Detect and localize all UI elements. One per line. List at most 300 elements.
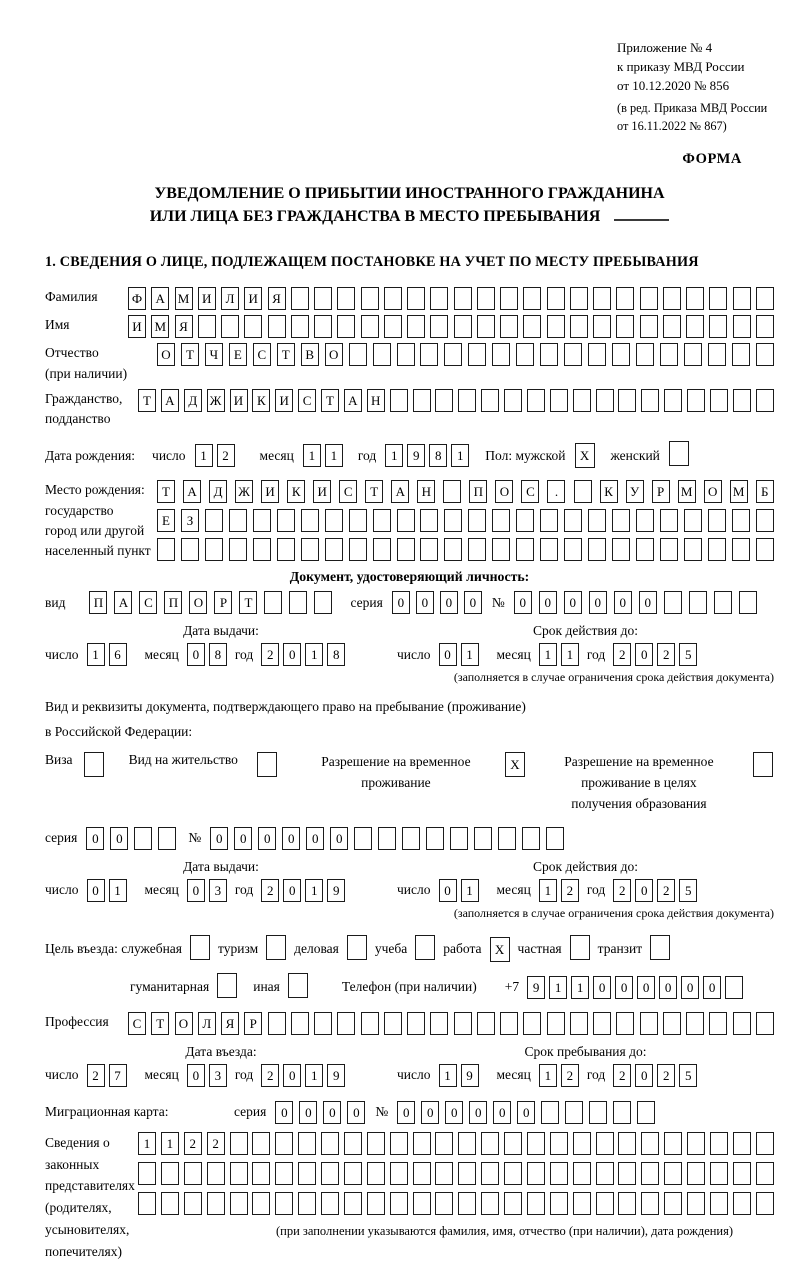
char-cell[interactable]: 1 [561, 643, 579, 666]
char-cell[interactable] [397, 538, 415, 561]
checkbox-cell[interactable] [288, 973, 308, 998]
char-cell[interactable] [588, 538, 606, 561]
char-cell[interactable]: 0 [86, 827, 104, 850]
char-cell[interactable]: О [704, 480, 722, 503]
char-cell[interactable]: 0 [517, 1101, 535, 1124]
char-cell[interactable]: 1 [305, 643, 323, 666]
char-cell[interactable]: И [313, 480, 331, 503]
char-cell[interactable]: 8 [327, 643, 345, 666]
char-cell[interactable]: 2 [207, 1132, 225, 1155]
char-cell[interactable]: 0 [615, 976, 633, 999]
char-cell[interactable] [229, 538, 247, 561]
char-cell[interactable]: 0 [283, 879, 301, 902]
char-cell[interactable]: 1 [305, 1064, 323, 1087]
char-cell[interactable]: И [261, 480, 279, 503]
char-cell[interactable]: 5 [679, 643, 697, 666]
char-cell[interactable]: Т [321, 389, 339, 412]
char-cell[interactable] [138, 1162, 156, 1185]
char-cell[interactable] [733, 287, 751, 310]
char-cell[interactable] [158, 827, 176, 850]
char-cell[interactable] [687, 1132, 705, 1155]
char-cell[interactable] [612, 538, 630, 561]
char-cell[interactable]: С [253, 343, 271, 366]
char-cell[interactable]: 2 [217, 444, 235, 467]
char-cell[interactable] [756, 1162, 774, 1185]
char-cell[interactable] [407, 315, 425, 338]
char-cell[interactable]: 1 [571, 976, 589, 999]
char-cell[interactable] [687, 389, 705, 412]
char-cell[interactable]: Т [151, 1012, 169, 1035]
checkbox-cell[interactable]: X [490, 937, 510, 962]
char-cell[interactable] [573, 1192, 591, 1215]
char-cell[interactable]: М [678, 480, 696, 503]
char-cell[interactable] [504, 1162, 522, 1185]
char-cell[interactable]: Т [157, 480, 175, 503]
char-cell[interactable] [636, 343, 654, 366]
checkbox-cell[interactable] [570, 935, 590, 960]
char-cell[interactable]: И [275, 389, 293, 412]
char-cell[interactable]: Н [417, 480, 435, 503]
char-cell[interactable]: И [198, 287, 216, 310]
char-cell[interactable]: И [244, 287, 262, 310]
char-cell[interactable]: 1 [195, 444, 213, 467]
char-cell[interactable] [481, 1132, 499, 1155]
char-cell[interactable]: 1 [325, 444, 343, 467]
char-cell[interactable] [407, 287, 425, 310]
char-cell[interactable] [268, 315, 286, 338]
char-cell[interactable]: 1 [303, 444, 321, 467]
char-cell[interactable]: Е [229, 343, 247, 366]
char-cell[interactable] [618, 1192, 636, 1215]
char-cell[interactable]: 0 [464, 591, 482, 614]
char-cell[interactable] [321, 1132, 339, 1155]
char-cell[interactable] [291, 1012, 309, 1035]
char-cell[interactable]: 0 [539, 591, 557, 614]
char-cell[interactable]: 1 [439, 1064, 457, 1087]
char-cell[interactable] [430, 315, 448, 338]
char-cell[interactable] [373, 343, 391, 366]
char-cell[interactable] [361, 315, 379, 338]
char-cell[interactable]: Ч [205, 343, 223, 366]
char-cell[interactable]: 0 [275, 1101, 293, 1124]
char-cell[interactable]: Т [181, 343, 199, 366]
char-cell[interactable] [504, 1132, 522, 1155]
char-cell[interactable] [687, 1192, 705, 1215]
char-cell[interactable] [291, 287, 309, 310]
char-cell[interactable] [550, 389, 568, 412]
char-cell[interactable] [444, 343, 462, 366]
char-cell[interactable] [344, 1162, 362, 1185]
char-cell[interactable]: 0 [514, 591, 532, 614]
char-cell[interactable]: 0 [439, 643, 457, 666]
char-cell[interactable] [540, 343, 558, 366]
char-cell[interactable]: М [151, 315, 169, 338]
char-cell[interactable] [230, 1132, 248, 1155]
char-cell[interactable] [573, 1162, 591, 1185]
char-cell[interactable] [207, 1162, 225, 1185]
char-cell[interactable] [660, 343, 678, 366]
char-cell[interactable] [689, 591, 707, 614]
char-cell[interactable] [664, 591, 682, 614]
char-cell[interactable] [637, 1101, 655, 1124]
char-cell[interactable] [253, 509, 271, 532]
char-cell[interactable] [686, 1012, 704, 1035]
char-cell[interactable]: 0 [493, 1101, 511, 1124]
char-cell[interactable] [523, 287, 541, 310]
char-cell[interactable] [253, 538, 271, 561]
char-cell[interactable]: О [495, 480, 513, 503]
char-cell[interactable] [277, 509, 295, 532]
char-cell[interactable]: З [181, 509, 199, 532]
char-cell[interactable] [636, 509, 654, 532]
char-cell[interactable] [588, 343, 606, 366]
char-cell[interactable] [547, 315, 565, 338]
char-cell[interactable] [732, 343, 750, 366]
char-cell[interactable]: 0 [614, 591, 632, 614]
char-cell[interactable] [230, 1162, 248, 1185]
char-cell[interactable]: 0 [440, 591, 458, 614]
checkbox-cell[interactable] [347, 935, 367, 960]
char-cell[interactable]: М [175, 287, 193, 310]
char-cell[interactable] [733, 1192, 751, 1215]
char-cell[interactable]: М [730, 480, 748, 503]
char-cell[interactable] [205, 509, 223, 532]
char-cell[interactable] [349, 509, 367, 532]
char-cell[interactable] [390, 1192, 408, 1215]
char-cell[interactable] [384, 1012, 402, 1035]
char-cell[interactable]: 0 [187, 879, 205, 902]
char-cell[interactable]: 3 [209, 879, 227, 902]
char-cell[interactable]: 2 [261, 879, 279, 902]
char-cell[interactable] [504, 1192, 522, 1215]
char-cell[interactable]: С [139, 591, 157, 614]
char-cell[interactable] [527, 1192, 545, 1215]
char-cell[interactable] [550, 1162, 568, 1185]
char-cell[interactable]: Р [214, 591, 232, 614]
char-cell[interactable] [541, 1101, 559, 1124]
char-cell[interactable] [367, 1132, 385, 1155]
char-cell[interactable] [663, 315, 681, 338]
char-cell[interactable] [527, 1132, 545, 1155]
char-cell[interactable] [390, 1132, 408, 1155]
char-cell[interactable]: И [128, 315, 146, 338]
char-cell[interactable] [564, 509, 582, 532]
char-cell[interactable] [756, 1012, 774, 1035]
char-cell[interactable]: 2 [657, 1064, 675, 1087]
char-cell[interactable] [481, 1192, 499, 1215]
char-cell[interactable]: 0 [210, 827, 228, 850]
char-cell[interactable] [492, 538, 510, 561]
char-cell[interactable] [640, 1012, 658, 1035]
char-cell[interactable]: 1 [109, 879, 127, 902]
char-cell[interactable] [732, 538, 750, 561]
char-cell[interactable] [361, 1012, 379, 1035]
char-cell[interactable] [354, 827, 372, 850]
char-cell[interactable] [589, 1101, 607, 1124]
char-cell[interactable] [708, 509, 726, 532]
char-cell[interactable] [684, 509, 702, 532]
char-cell[interactable] [516, 343, 534, 366]
char-cell[interactable] [550, 1192, 568, 1215]
char-cell[interactable]: В [301, 343, 319, 366]
char-cell[interactable]: 0 [392, 591, 410, 614]
char-cell[interactable] [573, 389, 591, 412]
char-cell[interactable]: К [600, 480, 618, 503]
char-cell[interactable]: С [298, 389, 316, 412]
char-cell[interactable] [314, 287, 332, 310]
char-cell[interactable] [430, 1012, 448, 1035]
char-cell[interactable] [252, 1192, 270, 1215]
char-cell[interactable] [708, 538, 726, 561]
char-cell[interactable]: Я [221, 1012, 239, 1035]
char-cell[interactable] [252, 1162, 270, 1185]
checkbox-cell[interactable] [669, 441, 689, 466]
char-cell[interactable] [733, 1162, 751, 1185]
char-cell[interactable]: 1 [539, 879, 557, 902]
char-cell[interactable] [373, 538, 391, 561]
char-cell[interactable]: Е [157, 509, 175, 532]
char-cell[interactable] [420, 343, 438, 366]
char-cell[interactable]: 2 [613, 879, 631, 902]
checkbox-cell[interactable] [190, 935, 210, 960]
char-cell[interactable] [613, 1101, 631, 1124]
char-cell[interactable] [325, 538, 343, 561]
char-cell[interactable]: Р [244, 1012, 262, 1035]
char-cell[interactable]: 1 [539, 1064, 557, 1087]
char-cell[interactable] [756, 509, 774, 532]
char-cell[interactable] [298, 1192, 316, 1215]
char-cell[interactable]: 0 [330, 827, 348, 850]
char-cell[interactable]: 1 [451, 444, 469, 467]
char-cell[interactable]: К [287, 480, 305, 503]
char-cell[interactable] [756, 1192, 774, 1215]
char-cell[interactable] [321, 1162, 339, 1185]
char-cell[interactable] [710, 1162, 728, 1185]
char-cell[interactable] [468, 538, 486, 561]
char-cell[interactable] [474, 827, 492, 850]
char-cell[interactable] [664, 389, 682, 412]
char-cell[interactable] [384, 287, 402, 310]
char-cell[interactable] [756, 538, 774, 561]
char-cell[interactable] [686, 315, 704, 338]
char-cell[interactable]: . [547, 480, 565, 503]
char-cell[interactable]: 7 [109, 1064, 127, 1087]
char-cell[interactable] [413, 389, 431, 412]
char-cell[interactable]: 1 [87, 643, 105, 666]
char-cell[interactable]: 0 [187, 1064, 205, 1087]
char-cell[interactable] [527, 1162, 545, 1185]
char-cell[interactable] [373, 509, 391, 532]
char-cell[interactable] [207, 1192, 225, 1215]
char-cell[interactable] [344, 1132, 362, 1155]
char-cell[interactable] [710, 389, 728, 412]
char-cell[interactable] [547, 1012, 565, 1035]
char-cell[interactable]: 2 [261, 1064, 279, 1087]
char-cell[interactable] [641, 389, 659, 412]
char-cell[interactable]: Р [652, 480, 670, 503]
char-cell[interactable]: Я [175, 315, 193, 338]
char-cell[interactable] [277, 538, 295, 561]
char-cell[interactable] [663, 1012, 681, 1035]
checkbox-cell[interactable] [753, 752, 773, 777]
char-cell[interactable] [664, 1192, 682, 1215]
char-cell[interactable] [275, 1132, 293, 1155]
char-cell[interactable]: П [164, 591, 182, 614]
char-cell[interactable]: П [89, 591, 107, 614]
char-cell[interactable] [301, 538, 319, 561]
char-cell[interactable] [413, 1132, 431, 1155]
char-cell[interactable] [157, 538, 175, 561]
char-cell[interactable] [593, 287, 611, 310]
char-cell[interactable] [314, 1012, 332, 1035]
char-cell[interactable]: Ж [235, 480, 253, 503]
char-cell[interactable]: 2 [613, 1064, 631, 1087]
char-cell[interactable] [337, 1012, 355, 1035]
char-cell[interactable] [756, 315, 774, 338]
char-cell[interactable]: 8 [209, 643, 227, 666]
char-cell[interactable]: 1 [461, 643, 479, 666]
char-cell[interactable] [402, 827, 420, 850]
char-cell[interactable] [540, 509, 558, 532]
char-cell[interactable] [618, 389, 636, 412]
char-cell[interactable] [454, 315, 472, 338]
char-cell[interactable] [500, 287, 518, 310]
char-cell[interactable] [714, 591, 732, 614]
char-cell[interactable]: П [469, 480, 487, 503]
char-cell[interactable]: А [161, 389, 179, 412]
char-cell[interactable] [596, 1192, 614, 1215]
char-cell[interactable] [184, 1162, 202, 1185]
char-cell[interactable] [498, 827, 516, 850]
char-cell[interactable]: 2 [87, 1064, 105, 1087]
char-cell[interactable] [477, 287, 495, 310]
char-cell[interactable]: А [183, 480, 201, 503]
char-cell[interactable] [522, 827, 540, 850]
char-cell[interactable] [435, 389, 453, 412]
char-cell[interactable] [641, 1162, 659, 1185]
char-cell[interactable] [527, 389, 545, 412]
char-cell[interactable]: С [339, 480, 357, 503]
char-cell[interactable] [636, 538, 654, 561]
char-cell[interactable] [181, 538, 199, 561]
char-cell[interactable] [390, 389, 408, 412]
char-cell[interactable] [616, 287, 634, 310]
char-cell[interactable]: 0 [681, 976, 699, 999]
char-cell[interactable] [733, 1132, 751, 1155]
char-cell[interactable]: А [344, 389, 362, 412]
char-cell[interactable] [435, 1162, 453, 1185]
char-cell[interactable] [709, 1012, 727, 1035]
char-cell[interactable]: 0 [397, 1101, 415, 1124]
char-cell[interactable]: 0 [187, 643, 205, 666]
char-cell[interactable]: 0 [703, 976, 721, 999]
char-cell[interactable]: 1 [539, 643, 557, 666]
char-cell[interactable] [732, 509, 750, 532]
char-cell[interactable] [426, 827, 444, 850]
char-cell[interactable] [337, 315, 355, 338]
char-cell[interactable] [616, 1012, 634, 1035]
char-cell[interactable] [523, 1012, 541, 1035]
char-cell[interactable] [458, 1132, 476, 1155]
char-cell[interactable] [756, 287, 774, 310]
char-cell[interactable] [361, 287, 379, 310]
char-cell[interactable]: Т [239, 591, 257, 614]
char-cell[interactable]: 2 [561, 1064, 579, 1087]
char-cell[interactable] [367, 1162, 385, 1185]
checkbox-cell[interactable] [415, 935, 435, 960]
char-cell[interactable]: 5 [679, 879, 697, 902]
char-cell[interactable] [230, 1192, 248, 1215]
checkbox-cell[interactable]: X [505, 752, 525, 777]
char-cell[interactable] [593, 1012, 611, 1035]
char-cell[interactable] [733, 389, 751, 412]
char-cell[interactable] [550, 1132, 568, 1155]
char-cell[interactable]: 9 [527, 976, 545, 999]
char-cell[interactable]: Т [365, 480, 383, 503]
char-cell[interactable] [298, 1132, 316, 1155]
char-cell[interactable] [443, 480, 461, 503]
char-cell[interactable] [709, 315, 727, 338]
char-cell[interactable] [198, 315, 216, 338]
char-cell[interactable] [641, 1192, 659, 1215]
char-cell[interactable]: Д [184, 389, 202, 412]
char-cell[interactable]: Ф [128, 287, 146, 310]
char-cell[interactable]: 0 [347, 1101, 365, 1124]
char-cell[interactable] [275, 1192, 293, 1215]
char-cell[interactable] [430, 287, 448, 310]
char-cell[interactable] [593, 315, 611, 338]
char-cell[interactable]: 6 [109, 643, 127, 666]
char-cell[interactable] [458, 1192, 476, 1215]
char-cell[interactable] [570, 315, 588, 338]
char-cell[interactable]: Н [367, 389, 385, 412]
char-cell[interactable] [444, 538, 462, 561]
char-cell[interactable]: С [521, 480, 539, 503]
char-cell[interactable] [573, 1132, 591, 1155]
char-cell[interactable] [184, 1192, 202, 1215]
char-cell[interactable] [565, 1101, 583, 1124]
char-cell[interactable] [709, 287, 727, 310]
char-cell[interactable]: 0 [110, 827, 128, 850]
char-cell[interactable]: 1 [305, 879, 323, 902]
char-cell[interactable]: 8 [429, 444, 447, 467]
char-cell[interactable] [664, 1162, 682, 1185]
char-cell[interactable]: 0 [439, 879, 457, 902]
char-cell[interactable] [221, 315, 239, 338]
char-cell[interactable] [516, 538, 534, 561]
char-cell[interactable] [314, 591, 332, 614]
char-cell[interactable] [275, 1162, 293, 1185]
char-cell[interactable] [660, 509, 678, 532]
char-cell[interactable]: 2 [184, 1132, 202, 1155]
char-cell[interactable] [596, 1132, 614, 1155]
char-cell[interactable] [664, 1132, 682, 1155]
char-cell[interactable] [640, 287, 658, 310]
char-cell[interactable]: 3 [209, 1064, 227, 1087]
char-cell[interactable] [500, 315, 518, 338]
char-cell[interactable] [733, 315, 751, 338]
char-cell[interactable] [596, 1162, 614, 1185]
char-cell[interactable] [564, 343, 582, 366]
char-cell[interactable]: Д [209, 480, 227, 503]
char-cell[interactable] [564, 538, 582, 561]
char-cell[interactable]: Б [756, 480, 774, 503]
char-cell[interactable]: 9 [327, 879, 345, 902]
char-cell[interactable] [756, 389, 774, 412]
char-cell[interactable] [413, 1192, 431, 1215]
char-cell[interactable] [574, 480, 592, 503]
char-cell[interactable]: 0 [258, 827, 276, 850]
